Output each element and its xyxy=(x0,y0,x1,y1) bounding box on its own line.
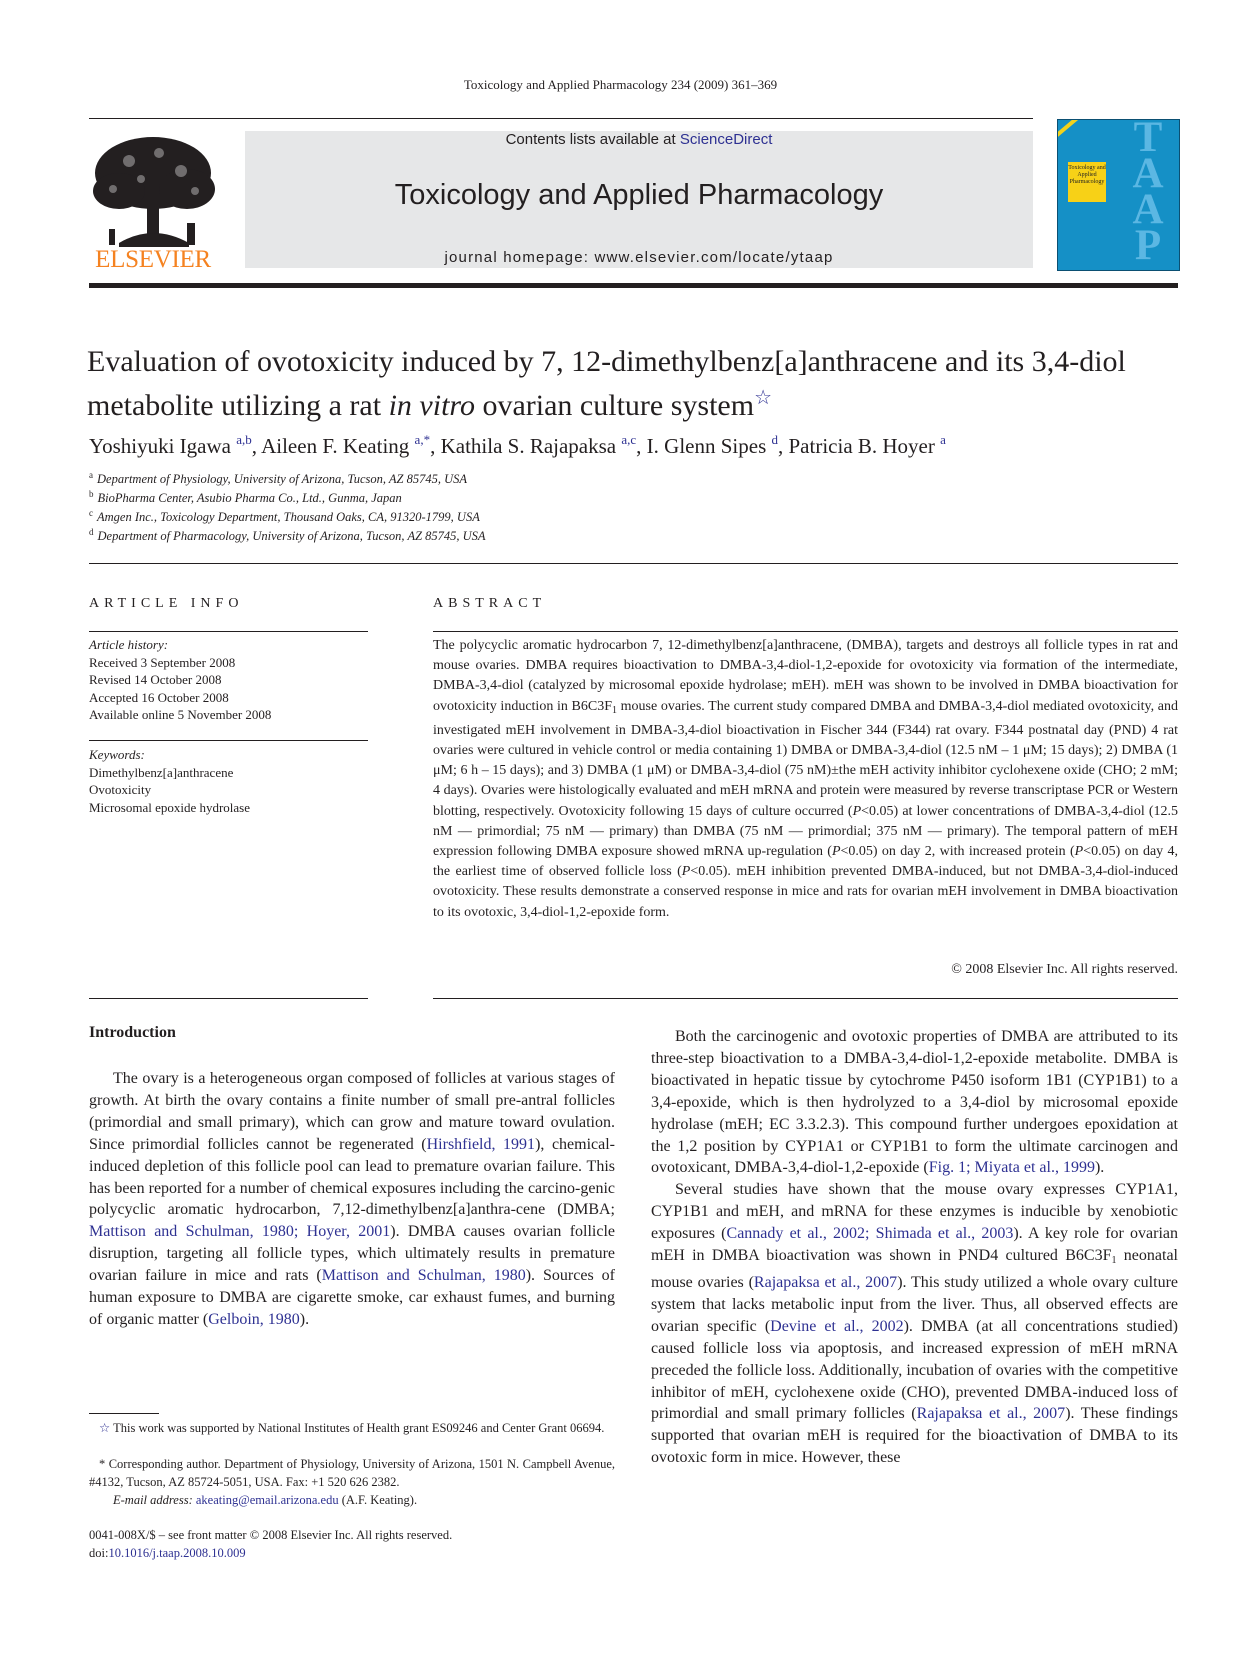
header-rule xyxy=(89,118,1033,119)
figure-link[interactable]: Fig. 1 xyxy=(928,1159,967,1177)
email-label: E-mail address: xyxy=(113,1493,196,1507)
history-label: Article history: xyxy=(89,637,169,652)
author-list: Yoshiyuki Igawa $^{a,b}$, Aileen F. Keating $^{a,*}$, Kathila S. Rajapaksa $^{a,c}$, I. Glenn Sipes $^d$, Patricia B. Hoyer $^a$ xyxy=(89,432,946,458)
keywords xyxy=(89,746,368,816)
intro-text: neonatal mouse ovaries ( xyxy=(651,1247,1178,1291)
title-footnote-star-icon[interactable]: ☆ xyxy=(754,387,772,409)
citation-link[interactable]: Cannady et al., 2002; Shimada et al., 2003 xyxy=(726,1225,1014,1243)
intro-subscript: 1 xyxy=(1111,1255,1117,1267)
abstract-heading: ABSTRACT xyxy=(433,596,547,611)
affiliation-text: Amgen Inc., Toxicology Department, Thousand Oaks, CA, 91320-1799, USA xyxy=(97,510,480,524)
history-item: Received 3 September 2008 xyxy=(89,654,236,670)
running-head: Toxicology and Applied Pharmacology 234 (2009) 361–369 xyxy=(463,77,778,92)
citation-link[interactable]: Rajapaksa et al., 2007 xyxy=(753,1273,898,1291)
footnote-text: This work was supported by National Institutes of Health grant ES09246 and Center Grant 06694. xyxy=(113,1421,605,1435)
intro-text: ). These findings supported that ovarian mEH is required for the bioactivation of DMBA to its ovotoxic form in mice. However, these xyxy=(651,1405,1179,1467)
history-item: Revised 14 October 2008 xyxy=(89,672,222,687)
affiliation-key: c xyxy=(89,508,93,518)
intro-text: Both the carcinogenic and ovotoxic properties of DMBA are attributed to its three-step bioactivation to a DMBA-3,4-diol-1,2-epoxide metabolite. DMBA is bioactivated in hepatic tissue by cytochrome P450 isoform 1B1 (CYP1B1) to a 3,4-epoxide, which is then hydrolyzed to a 3,4-diol by microsomal epoxide hydrolase (mEH; EC 3.3.2.3). This compound further undergoes epoxidation at the 1,2 position by CYP1A1 or CYP1B1 to form the ultimate carcinogen and ovotoxicant, DMBA-3,4-diol-1,2-epoxide ( xyxy=(651,1028,1178,1177)
journal-name: Toxicology and Applied Pharmacology xyxy=(394,179,884,211)
affiliation-text: Department of Pharmacology, University of Arizona, Tucson, AZ 85745, USA xyxy=(97,529,486,543)
affiliation-key: b xyxy=(89,489,94,499)
footnote-email xyxy=(89,1491,615,1509)
abstract-p-value: P xyxy=(831,844,841,860)
intro-text: ). A key role for ovarian mEH in DMBA bioactivation was shown in PND4 cultured B6C3F xyxy=(651,1225,1179,1265)
keywords-label: Keywords: xyxy=(89,747,145,762)
affiliation-text: BioPharma Center, Asubio Pharma Co., Ltd., Gunma, Japan xyxy=(97,491,402,505)
doi-link[interactable]: 10.1016/j.taap.2008.10.009 xyxy=(108,1546,246,1560)
intro-text: ), chemical-induced depletion of this follicle pool can lead to premature ovarian failure. This has been reported for a number of chemical exposures including the carcino-genic polycyclic aromatic hydrocarbon, 7,12-dimethylbenz[a]anthra-cene (DMBA; xyxy=(89,1135,616,1219)
author-affil-mark[interactable]: a,* xyxy=(414,432,431,447)
cover-letter: T xyxy=(1133,119,1163,161)
affiliation-key: a xyxy=(89,470,93,480)
intro-text: ). This study utilized a whole ovary culture system that lacks metabolic input from the liver. Thus, all observed effects are ovarian specific ( xyxy=(651,1273,1179,1335)
footnote-asterisk: * xyxy=(99,1457,106,1471)
cover-letter: P xyxy=(1134,222,1162,269)
abstract-body xyxy=(433,636,1178,923)
intro-text: The ovary is a heterogeneous organ composed of follicles at various stages of growth. At birth the ovary contains a finite number of small pre-antral follicles (primordial and small primary), which can grow and mature toward ovulation. Since primordial follicles cannot be regenerated ( xyxy=(89,1070,615,1153)
abstract-subscript: 1 xyxy=(611,704,617,716)
affiliation xyxy=(89,527,1089,544)
abstract-text: <0.05) at lower concentrations of DMBA-3,4-diol (12.5 nM — primordial; 75 nM — primary) than DMBA (75 nM — primordial; 375 nM — primary). The temporal pattern of mEH expression following DMBA exposure showed mRNA up-regulation ( xyxy=(433,803,1179,860)
intro-left-column xyxy=(89,1068,615,1331)
history-item: Available online 5 November 2008 xyxy=(89,707,272,722)
author-affil-mark[interactable]: a,c xyxy=(621,432,637,447)
introduction-heading: Introduction xyxy=(89,1024,176,1041)
abstract-p-value: P xyxy=(1074,844,1084,860)
journal-homepage[interactable]: journal homepage: www.elsevier.com/locate/ytaap xyxy=(444,249,834,266)
email-link[interactable]: akeating@email.arizona.edu xyxy=(195,1493,339,1507)
contents-line xyxy=(245,131,1033,148)
article-title xyxy=(87,344,1187,424)
affiliation-key: d xyxy=(89,527,94,537)
doi-label: doi: xyxy=(89,1546,109,1560)
abstract-text: <0.05) on day 2, with increased protein ( xyxy=(840,844,1075,860)
section-rule xyxy=(89,563,1178,564)
affiliation xyxy=(89,470,1089,487)
abstract-copyright: © 2008 Elsevier Inc. All rights reserved. xyxy=(951,962,1178,977)
title-italic: in vitro xyxy=(388,389,475,422)
email-suffix: (A.F. Keating). xyxy=(338,1493,418,1507)
intro-right-column xyxy=(651,1026,1178,1469)
abstract-text: <0.05). mEH inhibition prevented DMBA-induced, but not DMBA-3,4-diol-induced ovotoxicity. These results demonstrate a conserved response in mice and rats for ovarian mEH involvement in DMBA bioactivation to its ovotoxic, 3,4-diol-1,2-epoxide form. xyxy=(433,864,1178,920)
history-item: Accepted 16 October 2008 xyxy=(89,689,229,705)
journal-cover xyxy=(1057,119,1180,271)
author-affil-mark[interactable]: a,b xyxy=(236,432,252,447)
intro-text: ). DMBA (at all concentrations studied) caused follicle loss via apoptosis, and increased expression of mEH mRNA preceded the follicle loss. Additionally, incubation of ovaries with the competitive inhibitor of mEH, cyclohexene oxide (CHO), prevented DMBA-induced loss of primordial and small primary follicles ( xyxy=(651,1317,1178,1423)
contents-prefix: Contents lists available at xyxy=(505,131,680,148)
intro-paragraph xyxy=(89,1068,615,1331)
article-info-rule xyxy=(89,740,368,741)
author-name: Yoshiyuki Igawa xyxy=(89,434,231,458)
article-info-rule xyxy=(89,631,368,632)
author-name: Patricia B. Hoyer xyxy=(788,434,935,458)
keyword: Dimethylbenz[a]anthracene xyxy=(89,764,234,780)
abstract-p-value: P xyxy=(681,864,691,880)
sciencedirect-link[interactable]: ScienceDirect xyxy=(679,131,773,148)
citation-link[interactable]: Gelboin, 1980 xyxy=(208,1310,300,1328)
affiliation xyxy=(89,489,1089,506)
doi-line xyxy=(89,1544,689,1562)
footnote-funding xyxy=(89,1419,615,1437)
cover-letter: A xyxy=(1132,150,1164,197)
footnote-corresponding xyxy=(89,1455,615,1491)
intro-text: ). xyxy=(1094,1159,1105,1177)
front-matter xyxy=(89,1526,689,1562)
citation-link[interactable]: Miyata et al., 1999 xyxy=(974,1159,1095,1177)
article-history xyxy=(89,636,368,724)
abstract-p-value: P xyxy=(852,803,862,819)
affiliation xyxy=(89,508,1089,525)
author-affil-mark[interactable]: d xyxy=(771,432,778,447)
citation-link[interactable]: Hirshfield, 1991 xyxy=(426,1135,536,1153)
footnote-rule xyxy=(89,1413,159,1414)
citation-link[interactable]: Devine et al., 2002 xyxy=(770,1317,904,1335)
abstract-text: The polycyclic aromatic hydrocarbon 7, 12-dimethylbenz[a]anthracene, (DMBA), targets and destroys all follicle types in rat and mouse ovaries. DMBA requires bioactivation to DMBA-3,4-diol-1,2-epoxide for ovotoxicity via formation of the intermediate, DMBA-3,4-diol (catalyzed by microsomal epoxide hydrolase; mEH). mEH was shown to be involved in DMBA bioactivation for ovotoxicity induction in B6C3F xyxy=(433,638,1178,714)
cover-title-box: Toxicology and Applied Pharmacology xyxy=(1068,162,1106,202)
title-text: Evaluation of ovotoxicity induced by 7, 12-dimethylbenz[a]anthracene and its 3,4-diol metabolite utilizing a rat xyxy=(87,345,1126,422)
author-affil-mark[interactable]: a xyxy=(940,432,946,447)
affiliation-text: Department of Physiology, University of Arizona, Tucson, AZ 85745, USA xyxy=(97,472,468,486)
front-matter-line: 0041-008X/$ – see front matter © 2008 Elsevier Inc. All rights reserved. xyxy=(89,1528,453,1542)
cover-letter: A xyxy=(1132,186,1164,233)
article-info-heading: ARTICLE INFO xyxy=(89,596,244,611)
intro-paragraph xyxy=(651,1026,1178,1179)
footnote-text: Corresponding author. Department of Physiology, University of Arizona, 1501 N. Campbell Avenue, #4132, Tucson, AZ 85724-5051, USA. Fax: +1 520 626 2382. xyxy=(89,1457,616,1489)
author-name: I. Glenn Sipes xyxy=(646,434,767,458)
author-name: Kathila S. Rajapaksa xyxy=(440,434,617,458)
publisher-logo-text: ELSEVIER xyxy=(95,246,211,273)
title-text-end: ovarian culture system xyxy=(474,389,755,422)
article-info-bottom-rule xyxy=(89,998,368,999)
intro-text: ). DMBA causes ovarian follicle disruption, targeting all follicle types, which ultimately results in premature ovarian failure in mice and rats ( xyxy=(89,1223,616,1285)
intro-paragraph xyxy=(651,1179,1178,1469)
intro-text: ). xyxy=(299,1310,310,1328)
abstract-text: <0.05) on day 4, the earliest time of observed follicle loss ( xyxy=(433,844,1178,880)
author-name: Aileen F. Keating xyxy=(261,434,410,458)
cover-letters xyxy=(1120,119,1176,269)
footnote-star-icon: ☆ xyxy=(99,1421,111,1435)
citation-link[interactable]: Rajapaksa et al., 2007 xyxy=(916,1405,1066,1423)
keyword: Ovotoxicity xyxy=(89,782,152,797)
abstract-rule xyxy=(433,631,1178,632)
abstract-text: mouse ovaries. The current study compared DMBA and DMBA-3,4-diol mediated ovotoxicity, and investigated mEH involvement in DMBA-3,4-diol bioactivation in Fischer 344 (F344) rat ovary. F344 postnatal day (PND) 4 rat ovaries were cultured in vehicle control or media containing 1) DMBA or DMBA-3,4-diol (12.5 nM – 1 μM; 15 days); 2) DMBA (1 μM; 6 h – 15 days); and 3) DMBA (1 μM) or DMBA-3,4-diol (75 nM)±the mEH activity inhibitor cyclohexene oxide (CHO; 2 mM; 4 days). Ovaries were histologically evaluated and mEH mRNA and protein were measured by reverse transcriptase PCR or Western blotting, respectively. Ovotoxicity following 15 days of culture occurred ( xyxy=(433,698,1178,819)
citation-link[interactable]: Mattison and Schulman, 1980 xyxy=(321,1267,526,1285)
keyword: Microsomal epoxide hydrolase xyxy=(89,799,251,815)
citation-link[interactable]: Mattison and Schulman, 1980; Hoyer, 2001 xyxy=(89,1223,391,1241)
intro-text: Several studies have shown that the mouse ovary expresses CYP1A1, CYP1B1 and mEH, and mRNA for these enzymes is inducible by xenobiotic exposures ( xyxy=(651,1181,1178,1243)
citation-separator: ; xyxy=(966,1159,975,1177)
intro-text: ). Sources of human exposure to DMBA are cigarette smoke, car exhaust fumes, and burning of organic matter ( xyxy=(89,1267,616,1328)
abstract-bottom-rule xyxy=(433,998,1178,999)
header-thick-rule xyxy=(89,283,1178,288)
